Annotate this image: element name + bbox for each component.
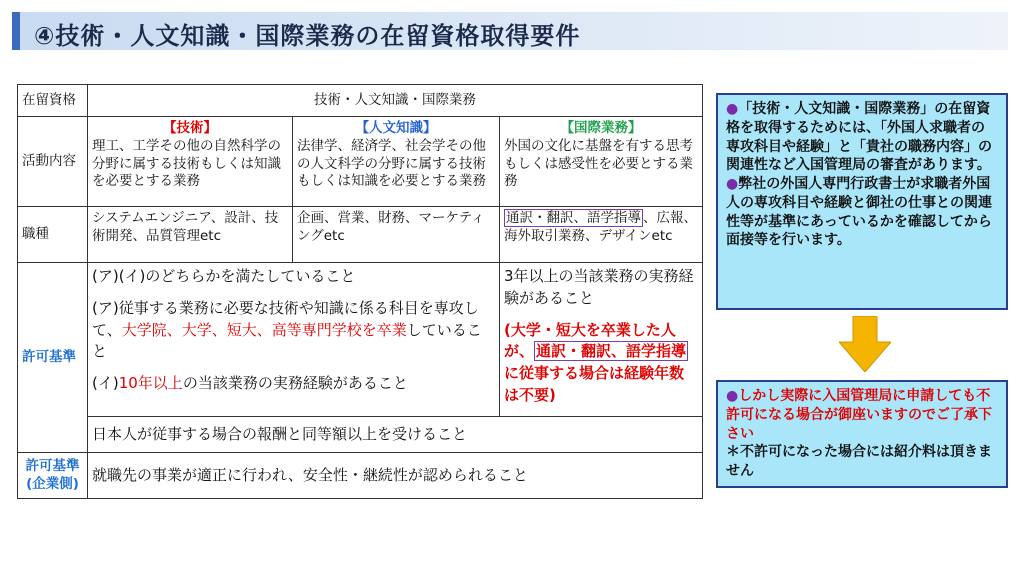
jobs-humanities: 企画、営業、財務、マーケティングetc: [293, 207, 500, 263]
table-row: [18, 263, 703, 417]
permit-a-pre: (ア)従事する業務に必要な技術や知識に係る科目を専攻して、: [92, 298, 479, 339]
company-requirement: 就職先の事業が適正に行われ、安全性・継続性が認められること: [88, 453, 703, 499]
activity-technology-text: 理工、工学その他の自然科学の分野に属する技術もしくは知識を必要とする業務: [92, 137, 281, 190]
permit-condition-intro: (ア)(イ)のどちらかを満たしていること: [92, 267, 356, 285]
permit-right: [500, 263, 703, 417]
jobs-highlight-box: 通訳・翻訳、語学指導: [506, 210, 641, 226]
page-title: ④技術・人文知識・国際業務の在留資格取得要件: [34, 22, 581, 50]
table-row: [18, 117, 703, 207]
jobs-international-rest: 、広報、海外取引業務、デザインetc: [504, 210, 697, 244]
row-label-permit: 許可基準: [18, 263, 88, 453]
activity-humanities: [293, 117, 500, 207]
activity-technology: [88, 117, 293, 207]
table-row: [18, 85, 703, 117]
down-arrow-icon: [839, 316, 891, 372]
info-paragraph-1: [726, 100, 998, 175]
info-paragraph-1-text: 「技術・人文知識・国際業務」の在留資格を取得するためには、「外国人求職者の専攻科目や経験」と「貴社の職務内容」の関連性など入国管理局の審査があります。: [726, 101, 992, 174]
info-box-disclaimer: [716, 380, 1008, 488]
company-label-2: (企業側): [26, 475, 79, 492]
info-paragraph-2: [726, 175, 998, 250]
permit-condition-a: [92, 298, 495, 363]
row-label-activity: 活動内容: [18, 117, 88, 207]
bullet-icon: ●: [726, 388, 739, 404]
disclaimer-note: ＊不許可になった場合には紹介料は頂きません: [726, 444, 992, 479]
jobs-international: [500, 207, 703, 263]
activity-international-text: 外国の文化に基盤を有する思考もしくは感受性を必要とする業務: [504, 137, 693, 190]
company-label-1: 許可基準: [25, 457, 80, 474]
permit-exception: [504, 320, 698, 407]
permit-exception-box: 通訳・翻訳、語学指導: [536, 342, 687, 361]
permit-exception-1: (大学・短大を卒業した人が、: [504, 320, 676, 361]
bullet-icon: ●: [726, 101, 739, 117]
permit-b-red: 10年以上: [118, 374, 183, 392]
info-box-screening: [716, 93, 1008, 310]
activity-international: [500, 117, 703, 207]
heading-technology: 【技術】: [163, 120, 217, 136]
permit-a-red: 大学院、大学、短大、高等専門学校を卒業: [121, 320, 407, 339]
permit-b-post: の当該業務の実務経験があること: [182, 374, 408, 392]
disclaimer-red-text: しかし実際に入国管理局に申請しても不許可になる場合が御座いますのでご了承下さい: [726, 388, 992, 442]
bullet-icon: ●: [726, 176, 739, 192]
jobs-technology: システムエンジニア、設計、技術開発、品質管理etc: [88, 207, 293, 263]
activity-humanities-text: 法律学、経済学、社会学その他の人文科学の分野に属する技術もしくは知識を必要とする業務: [297, 137, 486, 190]
permit-exception-2: に従事する場合は経験年数は不要): [504, 364, 685, 404]
permit-condition-b: [92, 373, 495, 395]
heading-international: 【国際業務】: [560, 120, 642, 136]
status-value: 技術・人文知識・国際業務: [88, 85, 703, 117]
permit-salary: 日本人が従事する場合の報酬と同等額以上を受けること: [88, 417, 703, 453]
info-paragraph-2-text: 弊社の外国人専門行政書士が求職者外国人の専攻科目や経験と御社の仕事との関連性等が基準にあっているかを確認してから面接等を行います。: [726, 176, 992, 249]
row-label-company: [18, 453, 88, 499]
heading-humanities: 【人文知識】: [355, 120, 437, 136]
permit-b-pre: (イ): [92, 374, 119, 392]
title-accent-bar: [12, 12, 20, 50]
table-row: [18, 207, 703, 263]
permit-experience: 3年以上の当該業務の実務経験があること: [504, 267, 694, 307]
table-row: [18, 417, 703, 453]
disclaimer-text: [726, 387, 998, 443]
table-row: [18, 453, 703, 499]
title-bar: [12, 12, 1008, 50]
permit-a-post: していること: [92, 320, 482, 361]
row-label-jobs: 職種: [18, 207, 88, 263]
row-label-status: 在留資格: [18, 85, 88, 117]
requirements-table: [17, 84, 703, 499]
permit-left: [88, 263, 500, 417]
